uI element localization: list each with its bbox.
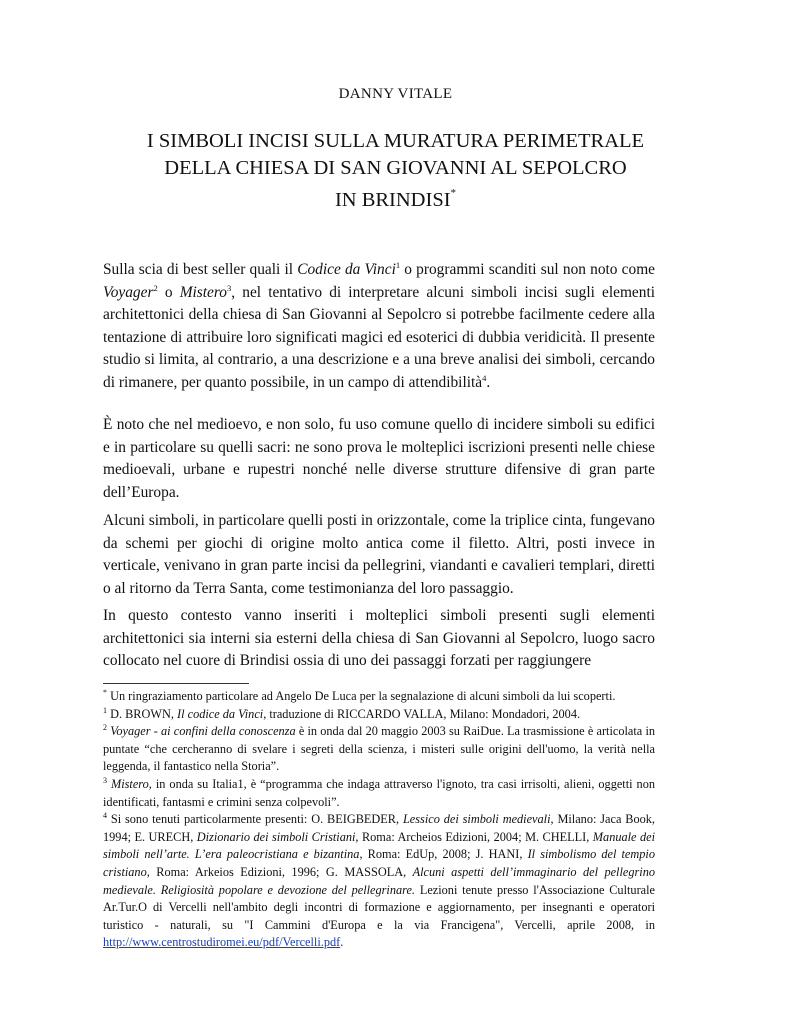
footnote-1-text-b: , traduzione di RICCARDO VALLA, Milano: Mondadori, 2004. xyxy=(263,706,581,721)
p1-text-b: o programmi scanditi sul non noto come xyxy=(400,261,655,278)
p1-codice-title: Codice da Vinci xyxy=(297,261,396,278)
paragraph-1 xyxy=(103,259,655,394)
title-footnote-mark[interactable]: * xyxy=(450,187,457,199)
paragraph-3 xyxy=(103,510,655,600)
p1-text-e: . xyxy=(486,373,491,391)
footnote-3-text: , in onda su Italia1, è “programma che indaga attraverso l'ignoto, tra casi irrisolti, alieni, oggetti non identificati, fantasmi e crimini senza colpevoli”. xyxy=(103,776,655,809)
p1-text-a: Sulla scia di best seller quali il xyxy=(103,261,298,278)
p1-text-d: , nel tentativo di interpretare alcuni simboli incisi sugli elementi architettonici della chiesa di San Giovanni al Sepolcro si potrebbe facilmente cedere alla tentazione di attribuire loro significati magici ed esoterici di dubbia veridicità. Il presente studio si limita, al contrario, a una descrizione e a una breve analisi dei simboli, cercando di rimanere, per quanto possibile, in un campo di attendibilità xyxy=(103,283,656,391)
footnote-1-mark: 1 xyxy=(103,705,107,715)
footnote-star-mark: * xyxy=(103,687,107,697)
p1-text-c: o xyxy=(157,283,180,301)
footnote-ref-1[interactable]: 1 xyxy=(395,259,401,270)
footnote-4-text-c: , Roma: Archeios Edizioni, 2004; M. CHELLI, xyxy=(355,829,593,844)
footnote-4-text-g: . xyxy=(340,935,344,950)
footnote-4-text-f: Lezioni tenute presso l'Associazione Culturale Ar.Tur.O di Vercelli nell'ambito degli incontri di formazione e aggiornamento, per insegnanti e operatori turistico - naturali, su "I Cammini d'Europa e la via Francigena", Vercelli, aprile 2008, in xyxy=(103,882,655,932)
p4-text: In questo contesto vanno inseriti i molteplici simboli presenti sugli elementi architettonici sia interni sia esterni della chiesa di San Giovanni al Sepolcro, luogo sacro collocato nel cuore di Brindisi ossia di uno dei passaggi forzati per raggiungere xyxy=(103,607,655,669)
footnote-4-title-3: Manuale dei simboli nell’arte. L’era paleocristiana e bizantina xyxy=(103,829,655,862)
footnotes xyxy=(103,688,655,952)
footnote-ref-4[interactable]: 4 xyxy=(482,372,487,383)
paragraph-4 xyxy=(103,605,655,673)
footnote-4-title-4: Il simbolismo del tempio cristiano, xyxy=(103,847,655,879)
author-name: DANNY VITALE xyxy=(338,86,453,102)
p1-voyager-title: Voyager xyxy=(103,283,154,301)
footnote-4-text-a: Si sono tenuti particolarmente presenti: O. BEIGBEDER, xyxy=(107,812,403,827)
footnote-1-text-a: D. BROWN, xyxy=(107,706,178,721)
footnote-star xyxy=(103,688,655,706)
footnote-4-title-1: Lessico dei simboli medievali xyxy=(402,812,551,827)
p2-text: È noto che nel medioevo, e non solo, fu uso comune quello di incidere simboli su edifici e in particolare su quelli sacri: ne sono prova le molteplici iscrizioni presenti nelle chiese medioevali, urbane e rupestri nonché nelle diverse strutture difensive di gran parte dell’Europa. xyxy=(103,416,655,501)
footnote-4 xyxy=(103,811,655,952)
footnote-2-text: è in onda dal 20 maggio 2003 su RaiDue. La trasmissione è articolata in puntate “che cercheranno di svelare i segreti della scienza, i misteri sulle origini dell'uomo, la verità nella leggenda, il fantastico nella Storia”. xyxy=(103,724,656,774)
footnote-4-text-e: Roma: Arkeios Edizioni, 1996; G. MASSOLA, xyxy=(149,864,413,879)
footnote-2-title: Voyager - ai confini della conoscenza xyxy=(107,724,296,739)
footnote-4-text-b: , Milano: Jaca Book, 1994; E. URECH, xyxy=(103,812,655,844)
p3-text: Alcuni simboli, in particolare quelli posti in orizzontale, come la triplice cinta, fungevano da schemi per giochi di origine molto antica come il filetto. Altri, posti invece in verticale, venivano in gran parte incisi da pellegrini, viandanti e cavalieri templari, diretti o al ritorno da Terra Santa, come testimonianza del loro passaggio. xyxy=(103,512,655,597)
footnote-1 xyxy=(103,706,655,724)
centrostudiromei-link[interactable]: http://www.centrostudiromei.eu/pdf/Vercelli.pdf xyxy=(103,935,341,950)
footnote-1-title: Il codice da Vinci xyxy=(177,706,264,721)
footnote-ref-2[interactable]: 2 xyxy=(153,282,158,293)
footnote-2 xyxy=(103,723,655,776)
footnote-star-text: Un ringraziamento particolare ad Angelo De Luca per la segnalazione di alcuni simboli da lui scoperti. xyxy=(107,689,616,703)
footnote-4-text-d: , Roma: EdUp, 2008; J. HANI, xyxy=(359,847,528,862)
title-line-1: I SIMBOLI INCISI SULLA MURATURA PERIMETRALE xyxy=(146,130,645,152)
footnote-4-title-2: Dizionario dei simboli Cristiani xyxy=(196,829,356,844)
p1-mistero-title: Mistero xyxy=(179,283,227,301)
paragraph-2 xyxy=(103,414,655,504)
footnote-separator xyxy=(103,683,249,684)
footnote-2-mark: 2 xyxy=(103,723,107,733)
title-line-3-text: IN BRINDISI xyxy=(334,188,451,211)
footnote-ref-3[interactable]: 3 xyxy=(227,282,232,293)
footnote-3 xyxy=(103,776,655,811)
title-line-2: DELLA CHIESA DI SAN GIOVANNI AL SEPOLCRO xyxy=(164,157,627,179)
document-title xyxy=(0,128,791,214)
footnote-4-mark: 4 xyxy=(103,811,107,821)
footnote-3-title: Mistero xyxy=(107,776,149,791)
footnote-4-title-5: Alcuni aspetti dell’immaginario del pellegrino medievale. Religiosità popolare e devozione del pellegrinare. xyxy=(103,864,655,897)
footnote-3-mark: 3 xyxy=(103,775,107,785)
title-line-3 xyxy=(0,182,791,214)
